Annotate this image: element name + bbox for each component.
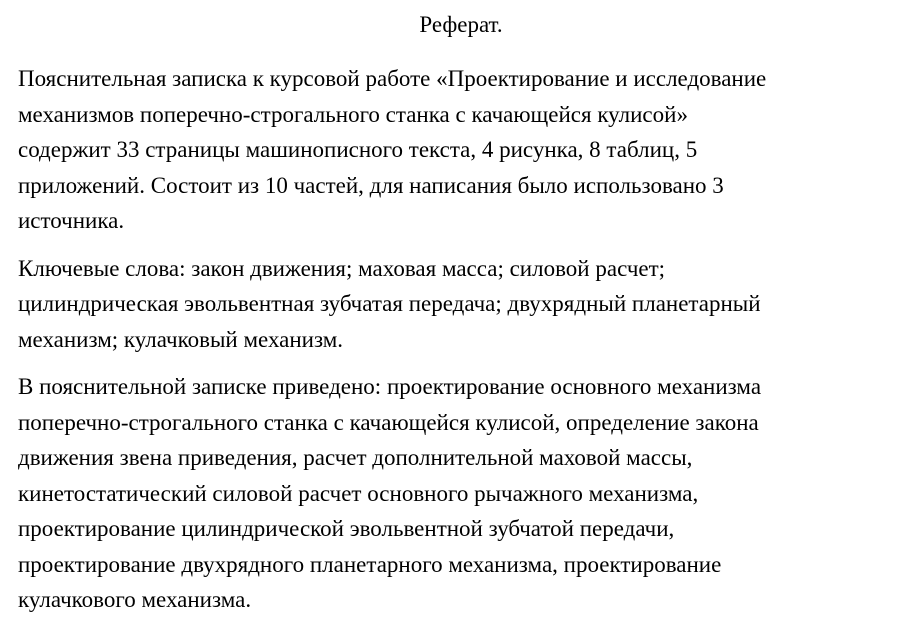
paragraph-line: кулачкового механизма. bbox=[18, 587, 252, 612]
paragraph-line: содержит 33 страницы машинописного текста, 4 рисунка, 8 таблиц, 5 bbox=[18, 137, 698, 162]
abstract-summary-paragraph bbox=[18, 61, 898, 239]
document-page bbox=[18, 7, 898, 630]
document-title: Реферат. bbox=[419, 12, 503, 37]
paragraph-line: Ключевые слова: закон движения; маховая масса; силовой расчет; bbox=[18, 255, 666, 281]
keywords-paragraph bbox=[18, 251, 898, 358]
paragraph-line: поперечно-строгального станка с качающейся кулисой, определение закона bbox=[18, 409, 759, 435]
paragraph-line: В пояснительной записке приведено: проектирование основного механизма bbox=[18, 374, 762, 399]
contents-paragraph bbox=[18, 369, 898, 618]
paragraph-line: механизмов поперечно-строгального станка с качающейся кулисой» bbox=[18, 101, 688, 127]
paragraph-line: проектирование цилиндрической эвольвентной зубчатой передачи, bbox=[18, 516, 675, 541]
paragraph-line: механизм; кулачковый механизм. bbox=[18, 326, 344, 352]
paragraph-line: цилиндрическая эвольвентная зубчатая передача; двухрядный планетарный bbox=[18, 291, 761, 316]
paragraph-line: Пояснительная записка к курсовой работе «Проектирование и исследование bbox=[18, 66, 767, 91]
paragraph-line: источника. bbox=[18, 208, 125, 233]
paragraph-line: кинетостатический силовой расчет основного рычажного механизма, bbox=[18, 480, 699, 506]
paragraph-line: движения звена приведения, расчет дополнительной маховой массы, bbox=[18, 445, 693, 470]
paragraph-line: проектирование двухрядного планетарного механизма, проектирование bbox=[18, 551, 722, 577]
paragraph-line: приложений. Состоит из 10 частей, для написания было использовано 3 bbox=[18, 172, 724, 198]
